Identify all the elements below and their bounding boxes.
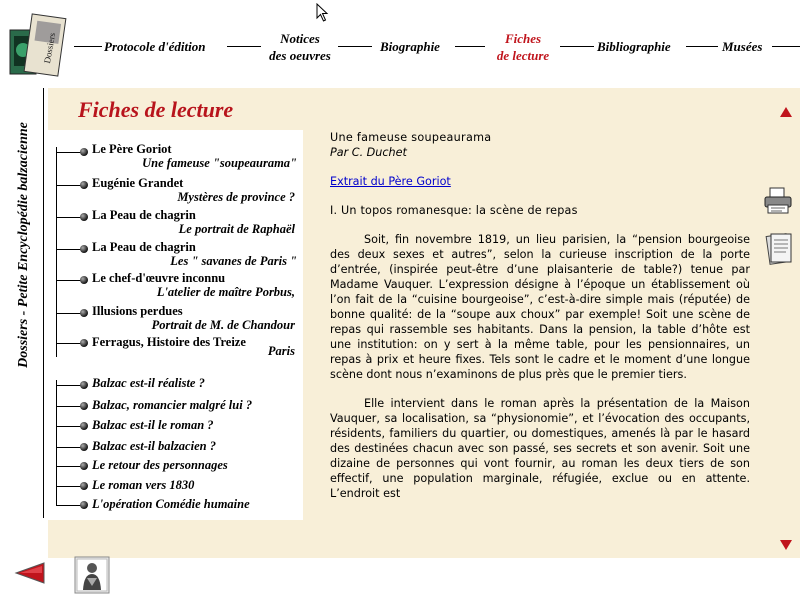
notes-icon[interactable] [764, 230, 794, 268]
back-arrow-icon[interactable] [14, 562, 46, 584]
nav-musees-label: Musées [722, 39, 763, 54]
nav-musees[interactable] [722, 38, 762, 55]
article-body[interactable] [330, 130, 750, 528]
nav-bibliographie-label: Bibliographie [597, 39, 671, 54]
mouse-cursor-icon [316, 3, 330, 23]
scroll-up-arrow-icon[interactable] [780, 107, 792, 117]
toc-work-title[interactable]: Eugénie Grandet [92, 176, 184, 190]
toc-question[interactable]: Balzac est-il le roman ? [92, 418, 214, 432]
nav-notices-label2: des oeuvres [269, 48, 331, 63]
toc-work-title[interactable]: La Peau de chagrin [92, 240, 196, 254]
nav-fiches-label: Fiches [504, 31, 542, 46]
toc-work-subtitle[interactable]: Paris [267, 344, 295, 358]
article-paragraph: Soit, fin novembre 1819, un lieu parisien, la “pension bourgeoise des deux sexes et autres”, selon la curieuse inscription de la porte d’entrée, (inspirée peut-être d’une plaisanterie de table?) tenue par Madame Vauquer. L’expression désigne à l’époque un établissement où l’on fait de la “cuisine bourgeoise”, c’est-à-dire simple mais (réputée) de bonne qualité: de la “soupe aux choux” par exemple! Soit une scène de repas qui rassemble ses habitants. Dans la pension, la table d’hôte est une institution: on y sert à la même table, pour les pensionnaires, un repas à prix et heure fixes. Tels sont le cadre et le moment d’une longue scène dont nous n’examinons de plus près que le premier tiers. [330, 233, 750, 381]
toc-work-subtitle[interactable]: Mystères de province ? [177, 190, 295, 204]
nav-notices-label: Notices [280, 31, 320, 46]
toc-work-title[interactable]: Le chef-d'œuvre inconnu [92, 271, 226, 285]
balzac-portrait-icon[interactable] [74, 556, 110, 594]
nav-notices[interactable] [262, 30, 338, 64]
toc-work-subtitle[interactable]: Une fameuse "soupeaurama" [142, 156, 297, 170]
toc-work-subtitle[interactable]: Les " savanes de Paris " [170, 254, 297, 268]
bullet-icon [80, 501, 88, 509]
extract-link[interactable]: Extrait du Père Goriot [330, 175, 451, 188]
bullet-icon [80, 309, 88, 317]
bullet-icon [80, 422, 88, 430]
toc-question[interactable]: Balzac est-il balzacien ? [92, 439, 216, 453]
toc-question[interactable]: Balzac, romancier malgré lui ? [92, 398, 253, 412]
toc-question[interactable]: L'opération Comédie humaine [92, 497, 250, 511]
bullet-icon [80, 381, 88, 389]
bullet-icon [80, 402, 88, 410]
panel-title: Fiches de lecture [78, 97, 234, 122]
nav-fiches-label2: de lecture [496, 48, 550, 63]
nav-protocole[interactable] [104, 38, 205, 55]
bullet-icon [80, 339, 88, 347]
nav-biographie[interactable] [380, 38, 440, 55]
toc-work-title[interactable]: Illusions perdues [92, 304, 183, 318]
bullet-icon [80, 482, 88, 490]
print-icon[interactable] [762, 186, 794, 216]
toc-work-subtitle[interactable]: Le portrait de Raphaël [178, 222, 295, 236]
vertical-title-text: Dossiers - Petite Encyclopédie balzacienne [16, 122, 31, 368]
nav-protocole-label: Protocole d'édition [104, 39, 206, 54]
vertical-title [14, 100, 34, 390]
nav-fiches[interactable] [488, 30, 558, 64]
toc-question[interactable]: Balzac est-il réaliste ? [92, 376, 205, 390]
toc-work-subtitle[interactable]: L'atelier de maître Porbus, [156, 285, 295, 299]
toc-work-title[interactable]: La Peau de chagrin [92, 208, 196, 222]
article-title: Une fameuse soupeaurama [330, 131, 492, 144]
bullet-icon [80, 276, 88, 284]
toc-panel [48, 130, 303, 520]
nav-biographie-label: Biographie [380, 39, 440, 54]
bullet-icon [80, 245, 88, 253]
toc-question[interactable]: Le retour des personnages [92, 458, 228, 472]
article-heading: I. Un topos romanesque: la scène de repas [330, 204, 578, 217]
svg-text:Dossiers: Dossiers [42, 31, 58, 65]
toc-work-title[interactable]: Le Père Goriot [92, 142, 172, 156]
bullet-icon [80, 181, 88, 189]
dossiers-logo[interactable] [6, 12, 72, 80]
bullet-icon [80, 213, 88, 221]
sidebar-divider [43, 88, 44, 518]
nav-bibliographie[interactable] [597, 38, 671, 55]
toc-work-title[interactable]: Ferragus, Histoire des Treize [92, 335, 246, 349]
bullet-icon [80, 462, 88, 470]
scroll-down-arrow-icon[interactable] [780, 540, 792, 550]
bullet-icon [80, 443, 88, 451]
article-paragraph: Elle intervient dans le roman après la présentation de la Maison Vauquer, sa localisation, sa “physionomie”, et l’évocation des occupants, résidents, familiers du quartier, ou domestiques, amenés là par le hasard des destinées chacun avec son passé, ses secrets et son avenir. Soit une dizaine de personnes qui vont fournir, au roman les deux tiers de son effectif, une population marginale, réfugiée, exclue ou en attente. L’endroit est [330, 397, 750, 500]
toc-question[interactable]: Le roman vers 1830 [92, 478, 195, 492]
bullet-icon [80, 148, 88, 156]
toc-work-subtitle[interactable]: Portrait de M. de Chandour [151, 318, 295, 332]
article-author: Par C. Duchet [330, 146, 407, 159]
